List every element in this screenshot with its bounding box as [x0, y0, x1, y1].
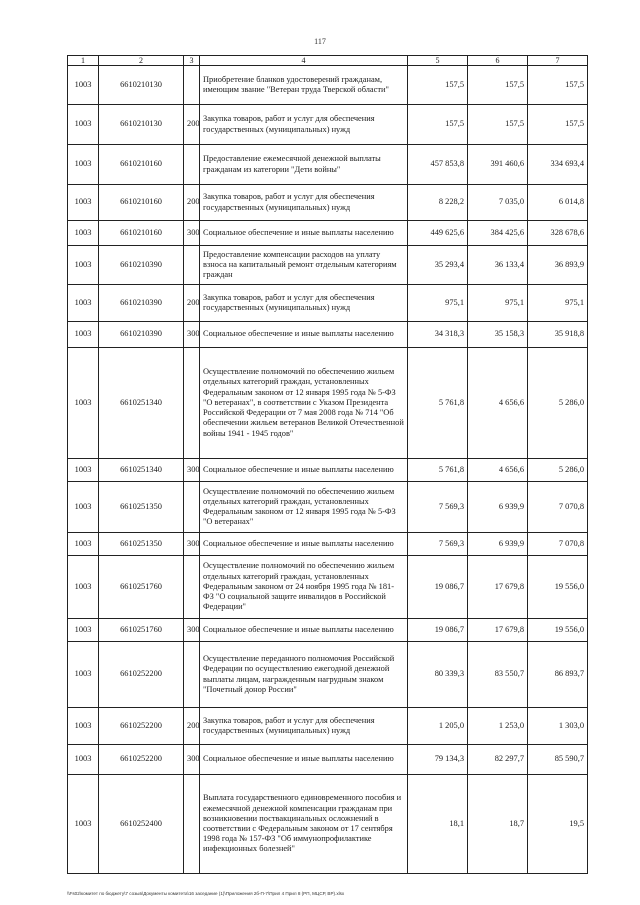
amount-col7-cell: 157,5: [528, 66, 588, 105]
amount-col6-cell: 7 035,0: [468, 185, 528, 221]
amount-col6-cell: 975,1: [468, 285, 528, 322]
amount-col6-cell: 4 656,6: [468, 459, 528, 482]
section-code-cell: 1003: [68, 745, 99, 775]
expense-type-cell: 300: [184, 619, 200, 642]
item-name-cell: Выплата государственного единовременного пособия и ежемесячной денежной компенсации гражданам при возникновении поствакцинальных осложнений в соответствии с Федеральным законом от 17 сентября 1998 года № 157-ФЗ "Об иммунопрофилактике инфекционных болезней": [200, 775, 408, 874]
column-header-4: 4: [200, 56, 408, 66]
target-article-cell: 6610210160: [99, 145, 184, 185]
target-article-cell: 6610210390: [99, 246, 184, 285]
item-name-cell: Приобретение бланков удостоверений гражданам, имеющим звание "Ветеран труда Тверской области": [200, 66, 408, 105]
table-row: [68, 533, 588, 556]
amount-col7-cell: 35 918,8: [528, 322, 588, 348]
amount-col5-cell: 975,1: [408, 285, 468, 322]
budget-table: [67, 55, 588, 874]
amount-col5-cell: 34 318,3: [408, 322, 468, 348]
item-name-cell: Предоставление ежемесячной денежной выплаты гражданам из категории "Дети войны": [200, 145, 408, 185]
item-name-cell: Предоставление компенсации расходов на уплату взноса на капитальный ремонт отдельным категориям граждан: [200, 246, 408, 285]
section-code-cell: 1003: [68, 322, 99, 348]
target-article-cell: 6610210130: [99, 66, 184, 105]
section-code-cell: 1003: [68, 66, 99, 105]
amount-col5-cell: 8 228,2: [408, 185, 468, 221]
amount-col5-cell: 7 569,3: [408, 482, 468, 533]
item-name-cell: Закупка товаров, работ и услуг для обеспечения государственных (муниципальных) нужд: [200, 708, 408, 745]
expense-type-cell: [184, 66, 200, 105]
item-name-cell: Закупка товаров, работ и услуг для обеспечения государственных (муниципальных) нужд: [200, 105, 408, 145]
amount-col7-cell: 7 070,8: [528, 533, 588, 556]
item-name-cell: Закупка товаров, работ и услуг для обеспечения государственных (муниципальных) нужд: [200, 285, 408, 322]
amount-col5-cell: 5 761,8: [408, 459, 468, 482]
column-header-6: 6: [468, 56, 528, 66]
amount-col6-cell: 82 297,7: [468, 745, 528, 775]
section-code-cell: 1003: [68, 619, 99, 642]
section-code-cell: 1003: [68, 775, 99, 874]
item-name-cell: Осуществление полномочий по обеспечению жильем отдельных категорий граждан, установленных Федеральным законом от 12 января 1995 года № 5-ФЗ "О ветеранах", в соответствии с Указом Президента Российской Федерации от 7 мая 2008 года № 714 "Об обеспечении жильем ветеранов Великой Отечественной войны 1941 - 1945 годов": [200, 348, 408, 459]
amount-col6-cell: 1 253,0: [468, 708, 528, 745]
target-article-cell: 6610210160: [99, 185, 184, 221]
section-code-cell: 1003: [68, 105, 99, 145]
target-article-cell: 6610210390: [99, 285, 184, 322]
section-code-cell: 1003: [68, 145, 99, 185]
expense-type-cell: 300: [184, 533, 200, 556]
budget-table-body: [68, 66, 588, 874]
amount-col7-cell: 5 286,0: [528, 348, 588, 459]
amount-col7-cell: 334 693,4: [528, 145, 588, 185]
expense-type-cell: [184, 482, 200, 533]
table-row: [68, 642, 588, 708]
target-article-cell: 6610210390: [99, 322, 184, 348]
target-article-cell: 6610252200: [99, 642, 184, 708]
amount-col7-cell: 5 286,0: [528, 459, 588, 482]
section-code-cell: 1003: [68, 285, 99, 322]
expense-type-cell: [184, 556, 200, 619]
expense-type-cell: 300: [184, 745, 200, 775]
target-article-cell: 6610210160: [99, 221, 184, 246]
amount-col5-cell: 19 086,7: [408, 556, 468, 619]
column-header-1: 1: [68, 56, 99, 66]
amount-col5-cell: 157,5: [408, 105, 468, 145]
amount-col5-cell: 1 205,0: [408, 708, 468, 745]
expense-type-cell: 300: [184, 322, 200, 348]
expense-type-cell: 200: [184, 708, 200, 745]
target-article-cell: 6610252200: [99, 708, 184, 745]
target-article-cell: 6610210130: [99, 105, 184, 145]
target-article-cell: 6610251350: [99, 533, 184, 556]
amount-col7-cell: 1 303,0: [528, 708, 588, 745]
amount-col6-cell: 157,5: [468, 66, 528, 105]
table-row: [68, 708, 588, 745]
amount-col6-cell: 35 158,3: [468, 322, 528, 348]
page-number: 117: [314, 37, 326, 46]
amount-col5-cell: 18,1: [408, 775, 468, 874]
target-article-cell: 6610251760: [99, 556, 184, 619]
column-header-3: 3: [184, 56, 200, 66]
amount-col7-cell: 157,5: [528, 105, 588, 145]
amount-col7-cell: 975,1: [528, 285, 588, 322]
amount-col6-cell: 83 550,7: [468, 642, 528, 708]
table-row: [68, 459, 588, 482]
section-code-cell: 1003: [68, 221, 99, 246]
expense-type-cell: [184, 348, 200, 459]
amount-col5-cell: 449 625,6: [408, 221, 468, 246]
table-row: [68, 745, 588, 775]
table-row: [68, 482, 588, 533]
amount-col6-cell: 4 656,6: [468, 348, 528, 459]
amount-col5-cell: 457 853,8: [408, 145, 468, 185]
expense-type-cell: 200: [184, 105, 200, 145]
item-name-cell: Осуществление полномочий по обеспечению жильем отдельных категорий граждан, установленных Федеральным законом от 24 ноября 1995 года № 181-ФЗ "О социальной защите инвалидов в Российской Федерации": [200, 556, 408, 619]
section-code-cell: 1003: [68, 642, 99, 708]
amount-col6-cell: 6 939,9: [468, 482, 528, 533]
expense-type-cell: 200: [184, 285, 200, 322]
expense-type-cell: [184, 246, 200, 285]
amount-col5-cell: 5 761,8: [408, 348, 468, 459]
section-code-cell: 1003: [68, 459, 99, 482]
amount-col7-cell: 6 014,8: [528, 185, 588, 221]
amount-col5-cell: 79 134,3: [408, 745, 468, 775]
target-article-cell: 6610251760: [99, 619, 184, 642]
table-row: [68, 348, 588, 459]
table-row: [68, 775, 588, 874]
amount-col5-cell: 7 569,3: [408, 533, 468, 556]
table-row: [68, 105, 588, 145]
section-code-cell: 1003: [68, 708, 99, 745]
target-article-cell: 6610251340: [99, 348, 184, 459]
table-row: [68, 556, 588, 619]
table-row: [68, 145, 588, 185]
table-row: [68, 619, 588, 642]
amount-col7-cell: 7 070,8: [528, 482, 588, 533]
amount-col7-cell: 19 556,0: [528, 619, 588, 642]
item-name-cell: Социальное обеспечение и иные выплаты населению: [200, 459, 408, 482]
section-code-cell: 1003: [68, 246, 99, 285]
table-row: [68, 66, 588, 105]
column-header-2: 2: [99, 56, 184, 66]
column-header-7: 7: [528, 56, 588, 66]
amount-col7-cell: 19,5: [528, 775, 588, 874]
amount-col5-cell: 157,5: [408, 66, 468, 105]
target-article-cell: 6610252200: [99, 745, 184, 775]
table-row: [68, 221, 588, 246]
target-article-cell: 6610251350: [99, 482, 184, 533]
amount-col5-cell: 19 086,7: [408, 619, 468, 642]
expense-type-cell: [184, 775, 200, 874]
item-name-cell: Социальное обеспечение и иные выплаты населению: [200, 533, 408, 556]
amount-col7-cell: 36 893,9: [528, 246, 588, 285]
amount-col7-cell: 85 590,7: [528, 745, 588, 775]
table-row: [68, 322, 588, 348]
footer-file-path: \\Fs02\комитет по бюджету\7 созыв\Документы комитета\16 заседание (1)\Приложения 2б-П-7\Прил 4 Прил 8 (РП, МЦСР, ВР).xlsx: [67, 891, 345, 896]
column-header-5: 5: [408, 56, 468, 66]
amount-col5-cell: 80 339,3: [408, 642, 468, 708]
amount-col6-cell: 17 679,8: [468, 619, 528, 642]
section-code-cell: 1003: [68, 533, 99, 556]
amount-col6-cell: 36 133,4: [468, 246, 528, 285]
expense-type-cell: [184, 145, 200, 185]
table-row: [68, 285, 588, 322]
expense-type-cell: 300: [184, 459, 200, 482]
item-name-cell: Социальное обеспечение и иные выплаты населению: [200, 221, 408, 246]
column-number-row: [68, 56, 588, 66]
amount-col5-cell: 35 293,4: [408, 246, 468, 285]
target-article-cell: 6610252400: [99, 775, 184, 874]
expense-type-cell: [184, 642, 200, 708]
item-name-cell: Социальное обеспечение и иные выплаты населению: [200, 745, 408, 775]
amount-col6-cell: 17 679,8: [468, 556, 528, 619]
item-name-cell: Закупка товаров, работ и услуг для обеспечения государственных (муниципальных) нужд: [200, 185, 408, 221]
amount-col7-cell: 19 556,0: [528, 556, 588, 619]
amount-col6-cell: 18,7: [468, 775, 528, 874]
amount-col6-cell: 384 425,6: [468, 221, 528, 246]
expense-type-cell: 200: [184, 185, 200, 221]
target-article-cell: 6610251340: [99, 459, 184, 482]
table-row: [68, 246, 588, 285]
amount-col6-cell: 157,5: [468, 105, 528, 145]
item-name-cell: Социальное обеспечение и иные выплаты населению: [200, 619, 408, 642]
section-code-cell: 1003: [68, 482, 99, 533]
amount-col6-cell: 6 939,9: [468, 533, 528, 556]
section-code-cell: 1003: [68, 348, 99, 459]
amount-col7-cell: 86 893,7: [528, 642, 588, 708]
section-code-cell: 1003: [68, 185, 99, 221]
item-name-cell: Социальное обеспечение и иные выплаты населению: [200, 322, 408, 348]
item-name-cell: Осуществление полномочий по обеспечению жильем отдельных категорий граждан, установленных Федеральным законом от 12 января 1995 года № 5-ФЗ "О ветеранах": [200, 482, 408, 533]
table-row: [68, 185, 588, 221]
amount-col7-cell: 328 678,6: [528, 221, 588, 246]
expense-type-cell: 300: [184, 221, 200, 246]
amount-col6-cell: 391 460,6: [468, 145, 528, 185]
item-name-cell: Осуществление переданного полномочия Российской Федерации по осуществлению ежегодной денежной выплаты лицам, награжденным нагрудным знаком "Почетный донор России": [200, 642, 408, 708]
section-code-cell: 1003: [68, 556, 99, 619]
